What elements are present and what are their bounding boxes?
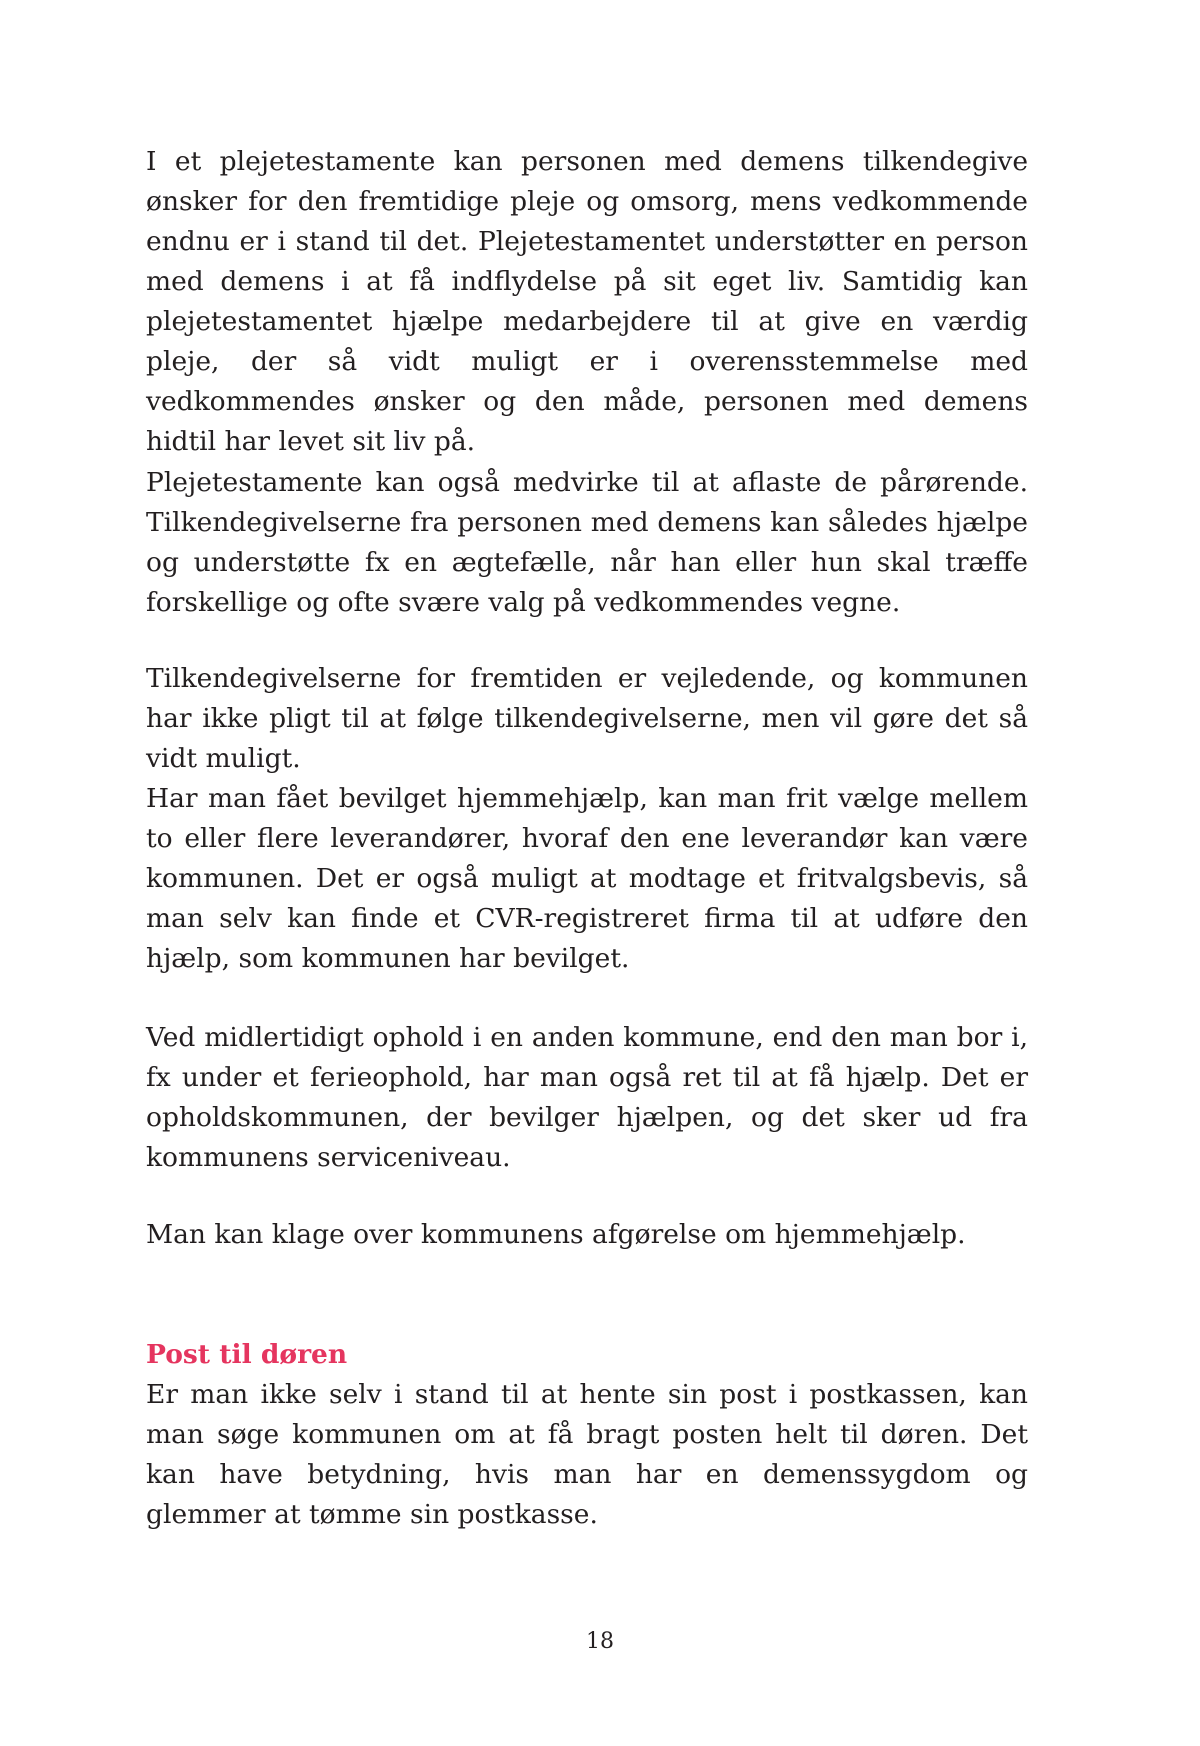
- section-heading: Post til døren: [146, 1339, 348, 1370]
- section-post-to-door: [146, 1335, 1028, 1535]
- paragraph-text: Ved midlertidigt ophold i en anden kommune, end den man bor i, fx under et ferieophold, har man også ret til at få hjælp. Det er opholdskommunen, der bevilger hjælpen, og det sker ud fra kommunens serviceniveau.: [146, 1022, 1028, 1173]
- paragraph-home-help: [146, 779, 1028, 979]
- paragraph-guidance: [146, 659, 1028, 779]
- paragraph-relief-relatives: [146, 463, 1028, 623]
- paragraph-complaint: [146, 1215, 1028, 1255]
- paragraph-temporary-stay: [146, 1018, 1028, 1178]
- paragraph-care-testament: [146, 142, 1028, 462]
- paragraph-text: Man kan klage over kommunens afgørelse om hjemmehjælp.: [146, 1219, 966, 1250]
- section-body: Er man ikke selv i stand til at hente sin post i postkassen, kan man søge kommunen om at få bragt posten helt til døren. Det kan have betydning, hvis man har en demenssygdom og glemmer at tømme sin postkasse.: [146, 1379, 1028, 1530]
- paragraph-text: Tilkendegivelserne for fremtiden er vejledende, og kommunen har ikke pligt til at følge tilkendegivelserne, men vil gøre det så vidt muligt.: [146, 663, 1028, 774]
- paragraph-text: Plejetestamente kan også medvirke til at aflaste de pårørende. Tilkendegivelserne fra personen med demens kan således hjælpe og understøtte fx en ægtefælle, når han eller hun skal træffe forskellige og ofte svære valg på vedkommendes vegne.: [146, 467, 1028, 618]
- paragraph-text: I et plejetestamente kan personen med demens tilkendegive ønsker for den fremtidige pleje og omsorg, mens vedkommende endnu er i stand til det. Plejetestamentet understøtter en person med demens i at få indflydelse på sit eget liv. Samtidig kan plejetestamentet hjælpe medarbejdere til at give en værdig pleje, der så vidt muligt er i overensstemmelse med vedkommendes ønsker og den måde, personen med demens hidtil har levet sit liv på.: [146, 146, 1028, 457]
- page-number: 18: [586, 1629, 614, 1654]
- paragraph-text: Har man fået bevilget hjemmehjælp, kan man frit vælge mellem to eller flere leverandører, hvoraf den ene leverandør kan være kommunen. Det er også muligt at modtage et fritvalgsbevis, så man selv kan finde et CVR-registreret firma til at udføre den hjælp, som kommunen har bevilget.: [146, 783, 1028, 974]
